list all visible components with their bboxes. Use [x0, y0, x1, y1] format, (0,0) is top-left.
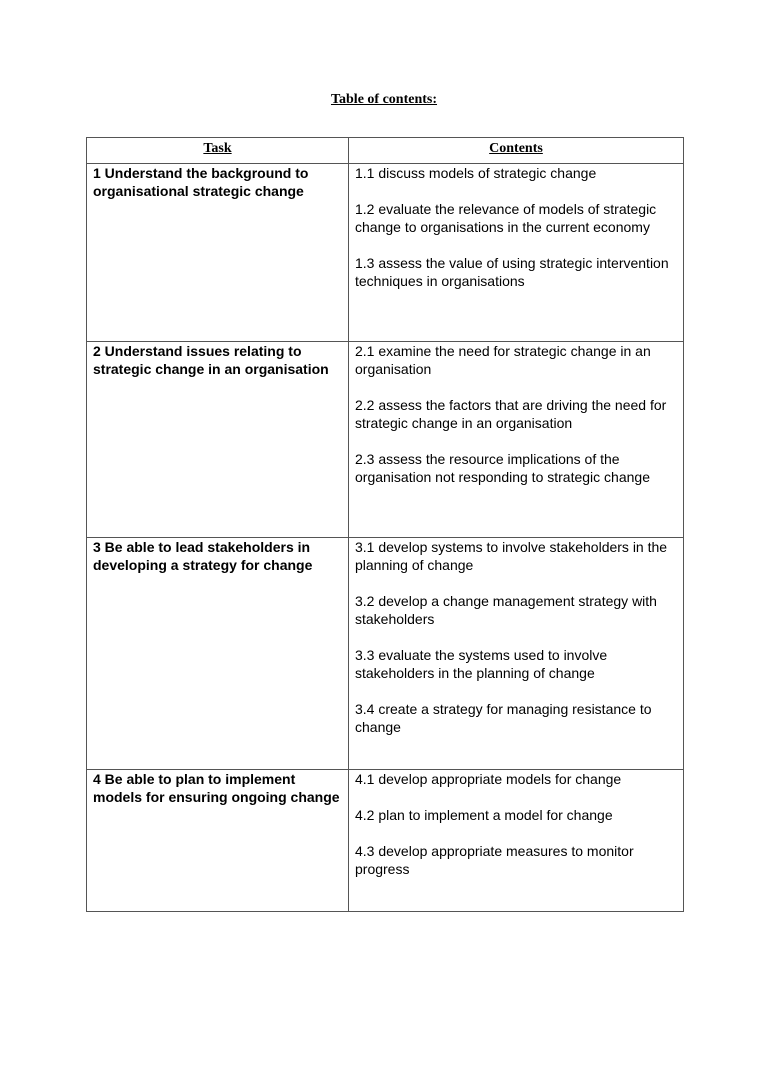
content-item: 4.1 develop appropriate models for change — [355, 771, 622, 787]
contents-cell — [349, 770, 684, 912]
task-cell: 4 Be able to plan to implement models for ensuring ongoing change — [87, 770, 349, 912]
contents-cell — [349, 538, 684, 770]
content-item: 4.2 plan to implement a model for change — [355, 807, 613, 823]
table-row — [87, 770, 684, 912]
content-item: 2.1 examine the need for strategic change in an organisation — [355, 343, 651, 377]
document-title: Table of contents: — [330, 92, 438, 107]
table-row — [87, 164, 684, 342]
task-column-header: Task — [87, 138, 349, 164]
content-item: 1.3 assess the value of using strategic intervention techniques in organisations — [355, 255, 669, 289]
content-item: 3.3 evaluate the systems used to involve stakeholders in the planning of change — [355, 647, 608, 681]
contents-table — [86, 137, 684, 912]
table-row — [87, 538, 684, 770]
content-item: 1.1 discuss models of strategic change — [355, 165, 597, 181]
task-cell: 3 Be able to lead stakeholders in developing a strategy for change — [87, 538, 349, 770]
content-item: 2.2 assess the factors that are driving the need for strategic change in an organisation — [355, 397, 667, 431]
content-item: 3.1 develop systems to involve stakeholders in the planning of change — [355, 539, 668, 573]
table-row — [87, 342, 684, 538]
task-cell: 2 Understand issues relating to strategic change in an organisation — [87, 342, 349, 538]
contents-cell — [349, 342, 684, 538]
content-item: 3.4 create a strategy for managing resistance to change — [355, 701, 652, 735]
contents-cell — [349, 164, 684, 342]
content-item: 4.3 develop appropriate measures to monitor progress — [355, 843, 634, 877]
content-item: 2.3 assess the resource implications of the organisation not responding to strategic change — [355, 451, 650, 485]
contents-column-header: Contents — [349, 138, 684, 164]
table-header-row — [87, 138, 684, 164]
content-item: 1.2 evaluate the relevance of models of strategic change to organisations in the current economy — [355, 201, 657, 235]
content-item: 3.2 develop a change management strategy with stakeholders — [355, 593, 657, 627]
task-cell: 1 Understand the background to organisational strategic change — [87, 164, 349, 342]
